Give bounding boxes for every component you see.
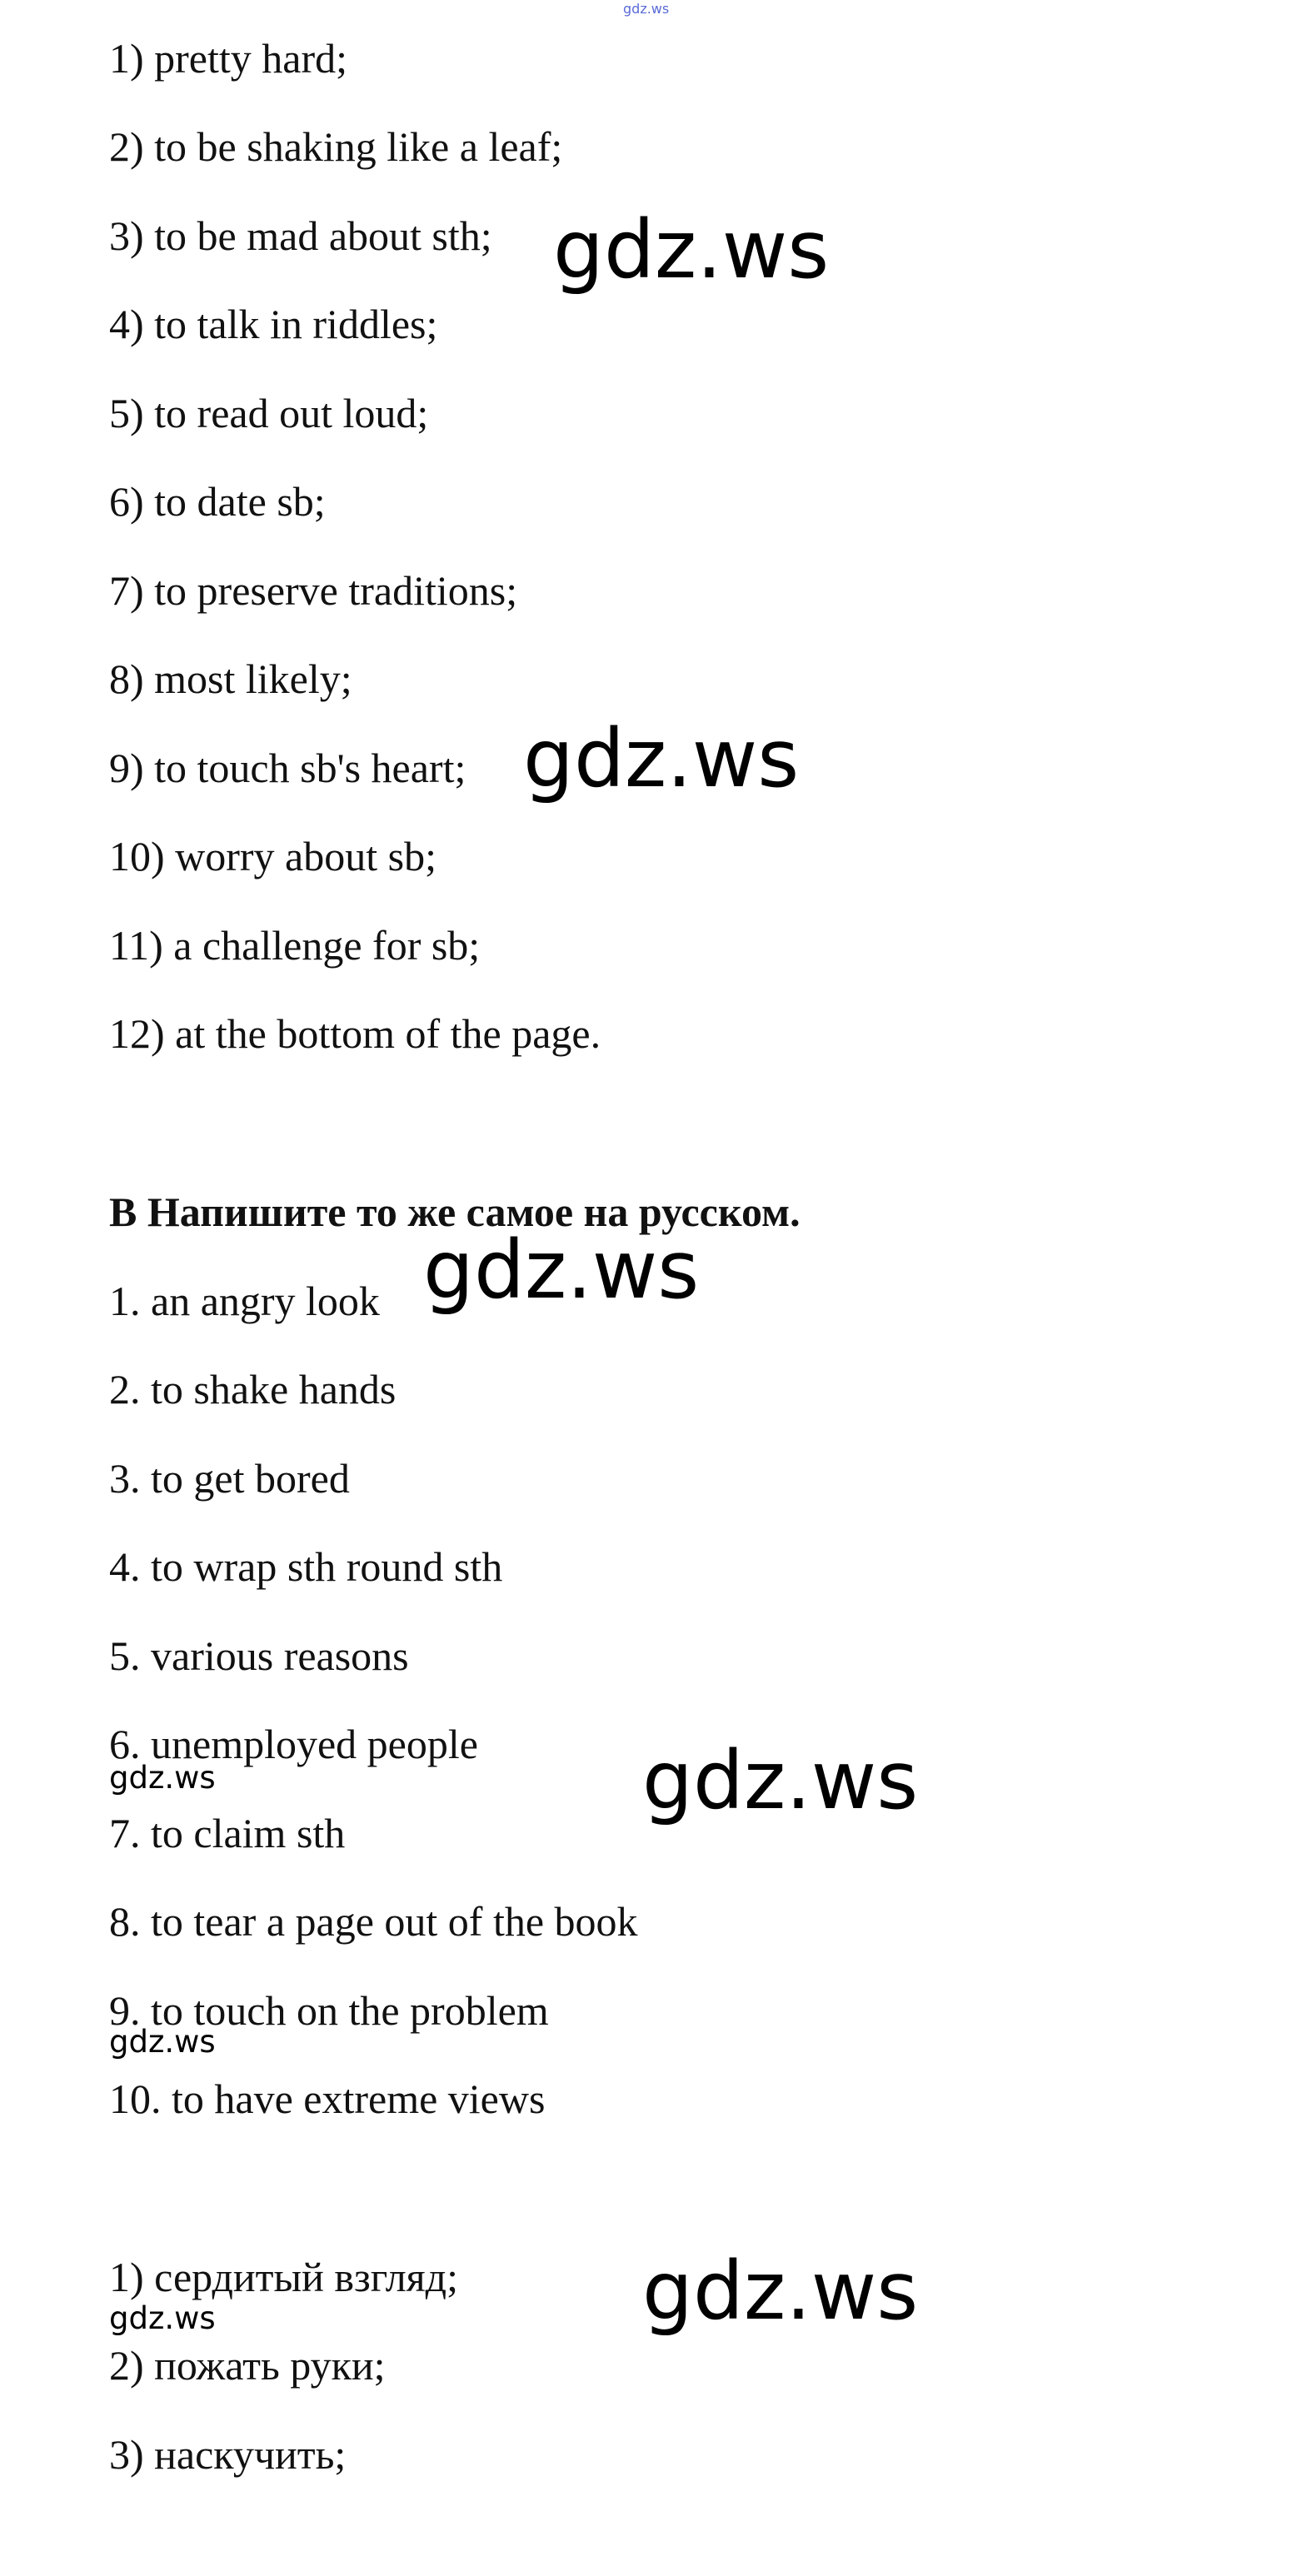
answer-b-1: 1) сердитый взгляд; [109, 2254, 458, 2300]
section-b-item-10: 10. to have extreme views [109, 2075, 546, 2122]
answer-a-4: 4) to talk in riddles; [109, 301, 438, 347]
watermark-big-2: gdz.ws [523, 712, 800, 805]
answer-a-12: 12) at the bottom of the page. [109, 1010, 601, 1057]
answer-a-10: 10) worry about sb; [109, 833, 436, 879]
section-b-item-9: 9. to touch on the problem [109, 1987, 549, 2034]
section-b-item-3: 3. to get bored [109, 1455, 350, 1502]
section-b-item-8: 8. to tear a page out of the book [109, 1898, 638, 1945]
watermark-big-3: gdz.ws [423, 1223, 700, 1317]
section-b-item-4: 4. to wrap sth round sth [109, 1543, 503, 1590]
watermark-big-4: gdz.ws [642, 1734, 919, 1827]
answer-a-2: 2) to be shaking like a leaf; [109, 123, 563, 170]
section-b-item-6: 6. unemployed people [109, 1721, 478, 1767]
section-b-heading: В Напишите то же самое на русском. [109, 1188, 801, 1235]
answer-a-1: 1) pretty hard; [109, 35, 348, 82]
answer-b-2: 2) пожать руки; [109, 2342, 386, 2389]
answer-b-3: 3) наскучить; [109, 2431, 347, 2478]
answer-a-7: 7) to preserve traditions; [109, 567, 518, 614]
answer-a-5: 5) to read out loud; [109, 390, 429, 436]
answer-a-11: 11) a challenge for sb; [109, 922, 481, 969]
watermark-tiny: gdz.ws [623, 1, 670, 17]
answer-a-8: 8) most likely; [109, 655, 352, 702]
watermark-big-5: gdz.ws [642, 2245, 919, 2338]
watermark-small-3: gdz.ws [109, 2300, 216, 2336]
watermark-small-2: gdz.ws [109, 2024, 216, 2060]
watermark-small-1: gdz.ws [109, 1760, 216, 1796]
section-b-item-1: 1. an angry look [109, 1278, 380, 1324]
answer-a-9: 9) to touch sb's heart; [109, 745, 466, 791]
section-b-item-2: 2. to shake hands [109, 1366, 397, 1413]
watermark-big-1: gdz.ws [553, 203, 830, 296]
answer-a-3: 3) to be mad about sth; [109, 212, 492, 259]
section-b-item-7: 7. to claim sth [109, 1810, 346, 1856]
section-b-item-5: 5. various reasons [109, 1632, 409, 1679]
answer-a-6: 6) to date sb; [109, 478, 326, 525]
